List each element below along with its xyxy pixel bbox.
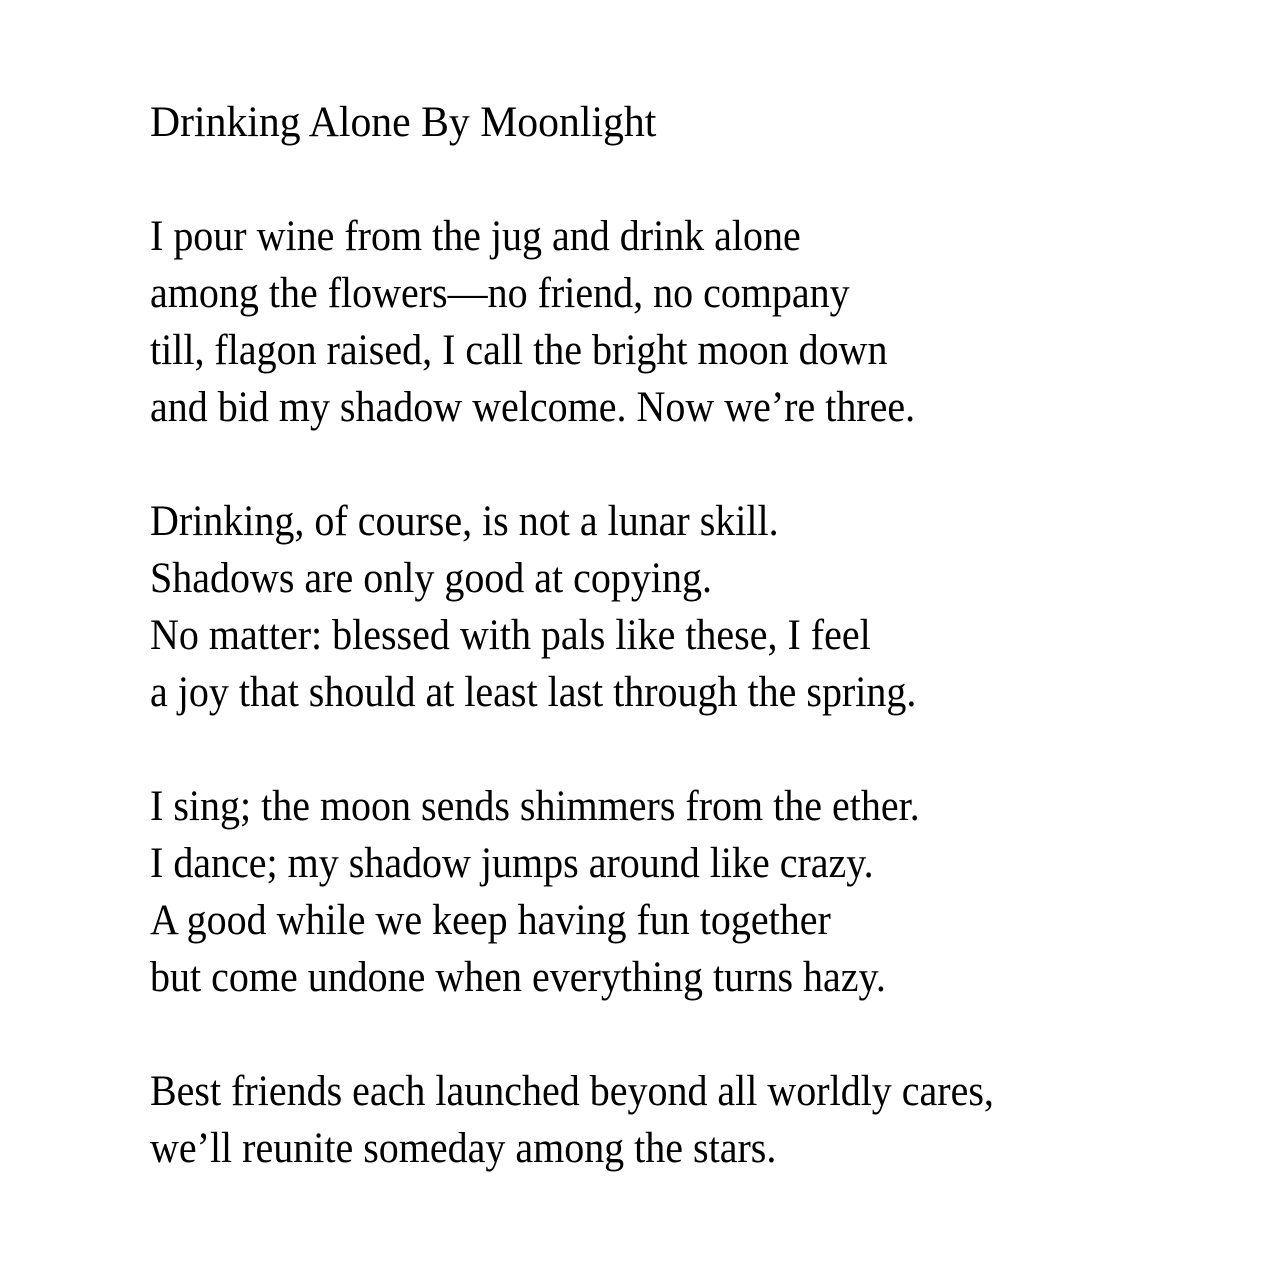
stanza-4 <box>150 1063 1210 1177</box>
poem-page <box>150 94 1210 1177</box>
poem-line: No matter: blessed with pals like these, I feel <box>150 612 871 659</box>
poem-line: but come undone when everything turns hazy. <box>150 954 886 1001</box>
poem-line: I pour wine from the jug and drink alone <box>150 213 801 260</box>
poem-line: Shadows are only good at copying. <box>150 555 712 602</box>
poem-line: a joy that should at least last through the spring. <box>150 669 917 716</box>
poem-line: among the flowers—no friend, no company <box>150 270 850 317</box>
poem-line: I sing; the moon sends shimmers from the ether. <box>150 783 920 830</box>
stanza-2 <box>150 493 1210 721</box>
poem-line: Drinking, of course, is not a lunar skill. <box>150 498 779 545</box>
poem-line: Best friends each launched beyond all worldly cares, <box>150 1068 994 1115</box>
poem-title: Drinking Alone By Moonlight <box>150 99 657 146</box>
poem-line: and bid my shadow welcome. Now we’re three. <box>150 384 916 431</box>
poem-line: till, flagon raised, I call the bright moon down <box>150 327 888 374</box>
stanza-3 <box>150 778 1210 1006</box>
poem-line: we’ll reunite someday among the stars. <box>150 1125 777 1172</box>
poem-line: I dance; my shadow jumps around like crazy. <box>150 840 874 887</box>
poem-line: A good while we keep having fun together <box>150 897 831 944</box>
stanza-1 <box>150 208 1210 436</box>
